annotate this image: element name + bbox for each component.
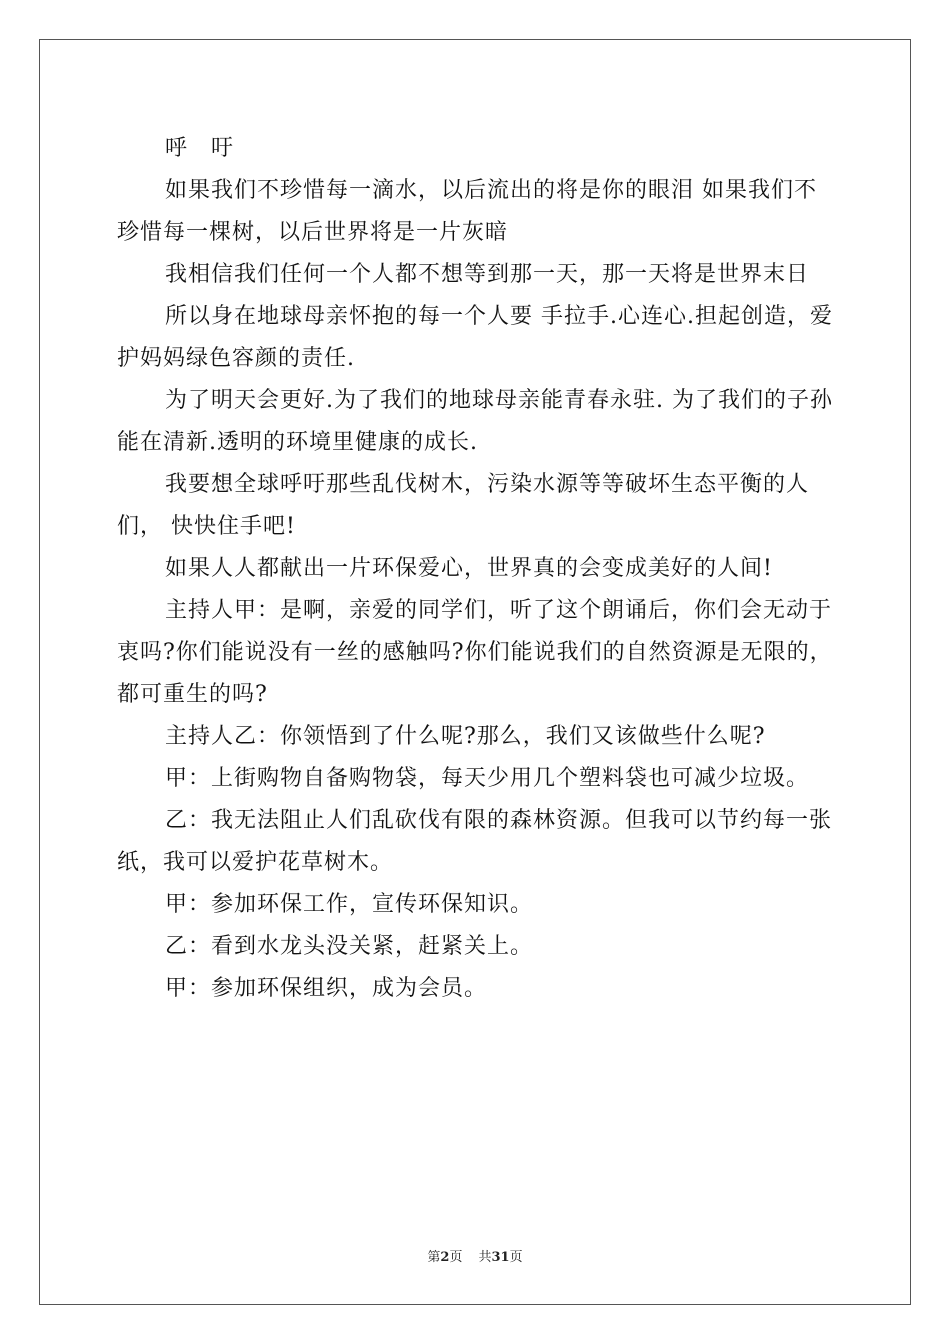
paragraph: 我相信我们任何一个人都不想等到那一天，那一天将是世界末日 <box>165 262 810 287</box>
page-prefix: 第 <box>427 1250 441 1265</box>
total-pages-label <box>478 1246 522 1265</box>
paragraph: 乙：我无法阻止人们乱砍伐有限的森林资源。但我可以节约每一张纸，我可以爱护花草树木。 <box>117 808 833 875</box>
paragraph: 为了明天会更好.为了我们的地球母亲能青春永驻. 为了我们的子孙能在清新.透明的环境里健康的成长. <box>117 388 833 455</box>
page-suffix: 页 <box>449 1250 463 1265</box>
page-footer <box>0 1246 950 1265</box>
page-number: 2 <box>440 1250 450 1265</box>
page-number-label <box>427 1246 462 1265</box>
paragraph: 甲：参加环保工作，宣传环保知识。 <box>165 892 534 917</box>
paragraph-title: 呼 吁 <box>165 136 235 161</box>
total-suffix: 页 <box>509 1250 523 1265</box>
paragraph: 主持人甲：是啊，亲爱的同学们，听了这个朗诵后，你们会无动于衷吗?你们能说没有一丝的感触吗?你们能说我们的自然资源是无限的，都可重生的吗? <box>117 598 833 707</box>
paragraph: 主持人乙：你领悟到了什么呢?那么，我们又该做些什么呢? <box>165 724 766 749</box>
paragraph: 我要想全球呼吁那些乱伐树木，污染水源等等破坏生态平衡的人们， 快快住手吧! <box>117 472 810 539</box>
total-prefix: 共 <box>478 1250 492 1265</box>
document-body <box>117 128 833 1010</box>
paragraph: 如果我们不珍惜每一滴水，以后流出的将是你的眼泪 如果我们不珍惜每一棵树，以后世界将是一片灰暗 <box>117 178 817 245</box>
paragraph: 如果人人都献出一片环保爱心，世界真的会变成美好的人间! <box>165 556 773 581</box>
paragraph: 乙：看到水龙头没关紧，赶紧关上。 <box>165 934 534 959</box>
total-pages: 31 <box>491 1250 510 1265</box>
paragraph: 甲：参加环保组织，成为会员。 <box>165 976 488 1001</box>
paragraph: 甲：上街购物自备购物袋，每天少用几个塑料袋也可减少垃圾。 <box>165 766 810 791</box>
paragraph: 所以身在地球母亲怀抱的每一个人要 手拉手.心连心.担起创造，爱护妈妈绿色容颜的责任. <box>117 304 833 371</box>
